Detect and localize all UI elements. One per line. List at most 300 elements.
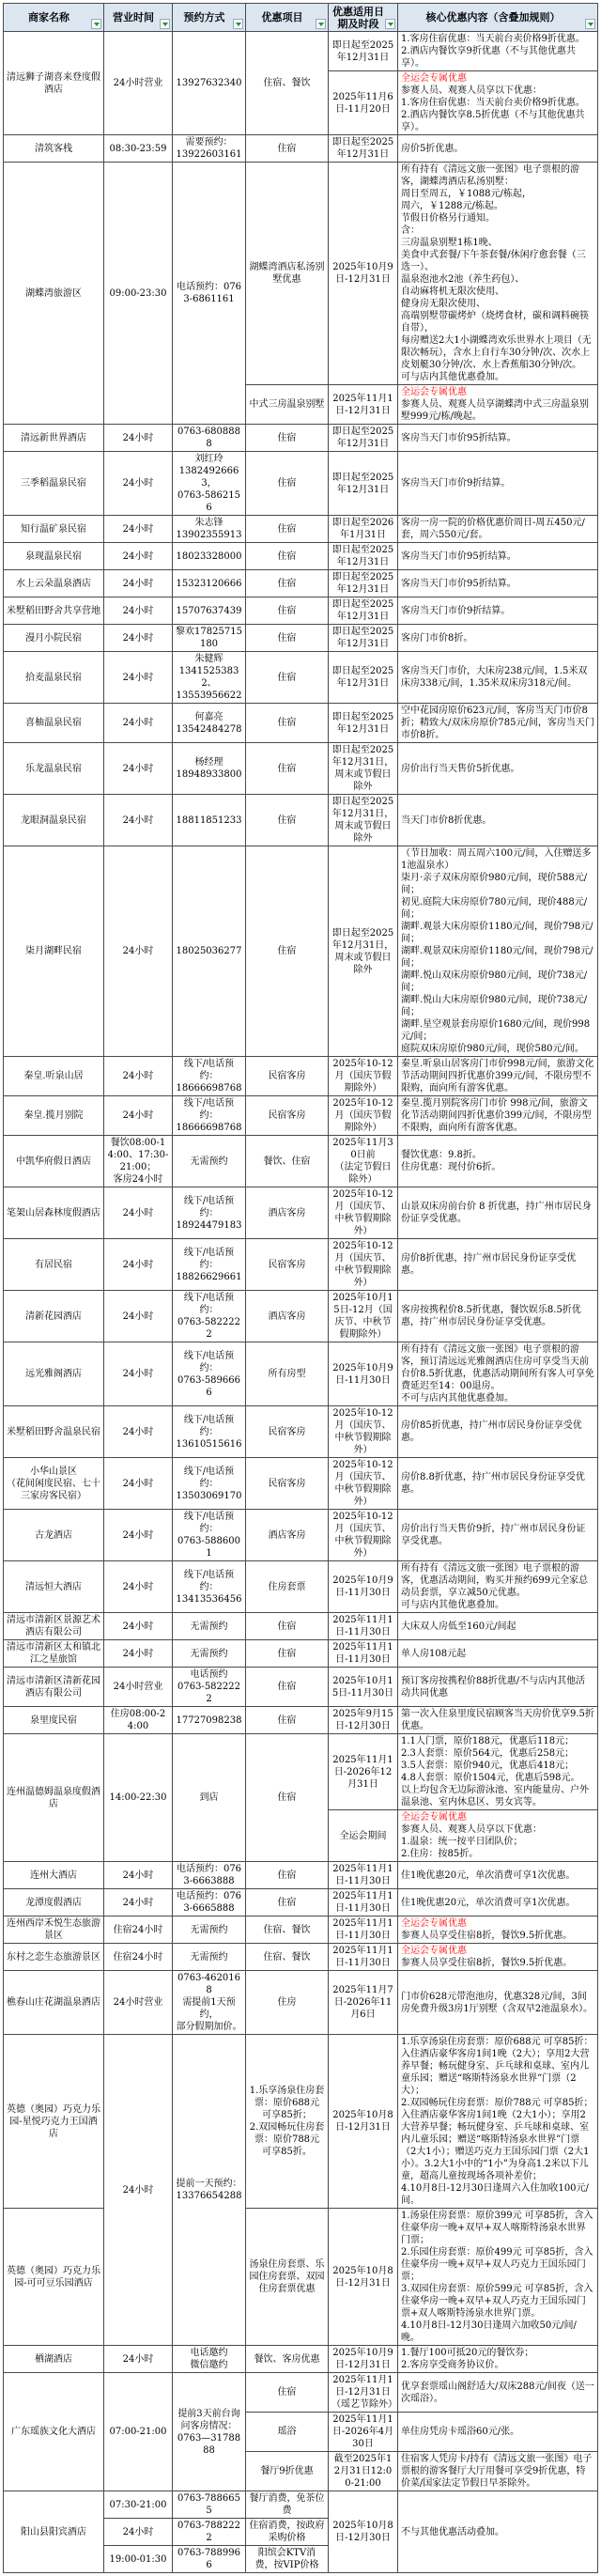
cell-line: 住宿 — [277, 605, 297, 616]
discount-content-cell — [398, 1971, 598, 2035]
cell-line: 清远市清新区太和镇北江之星旅馆 — [7, 1642, 100, 1665]
cell-line: 米墅稻田野舍共享营地 — [7, 605, 100, 616]
discount-content-cell — [398, 1613, 598, 1640]
cell-line: 1.乐享汤泉住房套票：原价688元 可享85折； — [249, 2086, 325, 2120]
business-hours-cell — [104, 1458, 173, 1510]
cell-line: 湖畔.悦山大床房原价980元/间，现价738元/间； — [401, 995, 588, 1017]
cell-line: 预订客房按携程价88折优惠/不与店内其他活动共同优惠 — [401, 1675, 586, 1699]
cell-line: 初见.庭院大床房原价780元/间，现价488元/间； — [401, 897, 588, 920]
cell-line: 餐厅消费，免茶位费 — [249, 2493, 325, 2516]
discount-item-cell — [246, 1668, 329, 1707]
cell-line: 2025年10月9日-12月31日 — [332, 262, 393, 285]
filter-dropdown-icon[interactable] — [316, 19, 326, 29]
cell-line: 2.住房：按85折。 — [401, 1849, 479, 1859]
cell-line: 客房当天门市价9折结算。 — [401, 478, 511, 489]
table-row — [4, 570, 598, 597]
table-row — [4, 1096, 598, 1136]
cell-line: 2025年9月15日-12月30日 — [332, 1709, 393, 1731]
cell-line: 0763-7889966 — [177, 2548, 240, 2570]
cell-line: 杨经理 — [194, 757, 223, 768]
cell-line: 住宿 — [277, 672, 297, 683]
cell-line: 湖畔.观景双床房原价1180元/间，现价798元/间； — [401, 946, 593, 969]
cell-line: 0763-5822222 — [177, 1682, 240, 1704]
cell-line: 客房门市价8折。 — [401, 632, 473, 644]
cell-line: 第一次入住泉里度民宿顾客当天房价优享9.5折优惠。 — [401, 1709, 594, 1731]
filter-dropdown-icon[interactable] — [160, 19, 170, 29]
cell-line: 秦皇.听泉山居 — [23, 1071, 84, 1081]
cell-line: 2025年11月6日-11月20日 — [332, 91, 393, 115]
cell-line: 15707637439 — [176, 605, 242, 616]
discount-content-cell — [398, 704, 598, 743]
cell-line: 住宿 — [277, 143, 297, 154]
booking-method-cell — [173, 1406, 246, 1458]
discount-content-cell — [398, 1136, 598, 1187]
cell-line: 住宿 — [277, 432, 297, 443]
cell-line: 14:00-22:30 — [109, 1792, 167, 1803]
column-header-discount-item — [246, 4, 329, 32]
cell-line: 2025年11月1日-11月30日 — [332, 1946, 393, 1968]
cell-line: 中凯华府假日酒店 — [16, 1156, 91, 1167]
cell-line: 即日起至2025年12月31日 — [331, 666, 394, 689]
cell-line: 07:00-21:00 — [109, 2427, 167, 2437]
cell-line: 部分假期加价。 — [176, 2022, 242, 2032]
discount-item-cell — [246, 1561, 329, 1613]
cell-line: 2025年10月9日-12月31日 — [332, 2348, 393, 2370]
cell-line: 住宿 — [277, 523, 297, 535]
table-row — [4, 795, 598, 846]
discount-period-cell — [329, 1406, 398, 1458]
cell-line: 住房套票 — [268, 1581, 306, 1592]
discount-period-cell — [329, 795, 398, 846]
cell-line: 住宿 — [277, 946, 297, 956]
discount-content-cell — [398, 543, 598, 570]
discount-content-cell — [398, 743, 598, 795]
discount-item-cell — [246, 2519, 329, 2546]
cell-line: 龙眼洞温泉民宿 — [21, 815, 86, 826]
cell-line: 0763-6808888 — [177, 427, 240, 449]
booking-method-cell — [173, 1734, 246, 1862]
discount-item-cell — [246, 1406, 329, 1458]
cell-line: 住宿 — [277, 2387, 297, 2398]
discount-content-cell — [398, 1862, 598, 1889]
cell-line: 客房当天门市价，大床房238元/间，1.5米双床房338元/间，1.35米双床房318元/间。 — [401, 666, 588, 689]
discount-content-cell — [398, 2452, 598, 2491]
cell-line: 24小时 — [122, 1259, 154, 1270]
merchant-name-cell — [4, 32, 104, 135]
cell-line: 客房一房一院的价格优惠价周日-周五450元/套，周六550元/套。 — [401, 518, 585, 540]
cell-line: 湖畔.悦山双床房原价980元/间，现价738元/间； — [401, 970, 588, 993]
merchant-name-cell — [4, 452, 104, 516]
cell-line: 所有持有《清远文旅一张图》电子票根的游客，湖蝶湾酒店私汤别墅： — [401, 164, 579, 187]
discount-content-cell — [398, 795, 598, 846]
discount-content-cell — [398, 2491, 598, 2573]
merchant-discount-table — [3, 3, 598, 2573]
discount-content-cell — [398, 846, 598, 1057]
cell-line: （花间闲度民宿、七十三家房客民宿） — [7, 1478, 100, 1501]
cell-line: 24小时 — [122, 763, 154, 774]
discount-item-cell — [246, 1944, 329, 1971]
cell-line: 24小时 — [122, 946, 154, 956]
cell-line: 18948933800 — [176, 769, 242, 780]
merchant-name-cell — [4, 1458, 104, 1510]
cell-line: 2025年11月1日-11月30日 — [332, 1642, 393, 1665]
cell-line: 秦皇.听泉山居客房门市价998元/间，旅游文化节活动期间四折优惠价399元/间，不限房型不限购，面向所有游客优惠。 — [401, 1059, 594, 1094]
merchant-name-cell — [4, 2209, 104, 2346]
merchant-name-cell — [4, 2491, 104, 2573]
cell-line: （法定节假日除外） — [334, 1162, 392, 1185]
cell-line: 知行温矿泉民宿 — [21, 523, 86, 535]
cell-line: 住房08:00-24:00 — [110, 1709, 166, 1731]
discount-period-cell — [329, 652, 398, 704]
cell-line: 18666698768 — [176, 1123, 242, 1133]
cell-line: 24小时 — [122, 1621, 154, 1632]
merchant-name-cell — [4, 1342, 104, 1406]
discount-period-cell — [329, 1057, 398, 1096]
cell-line: 龙潭度假酒店 — [25, 1897, 82, 1908]
discount-content-cell — [398, 2346, 598, 2373]
discount-content-cell — [398, 1187, 598, 1239]
cell-line: 酒店客房 — [268, 1529, 306, 1541]
cell-line: 0763-7886655 — [177, 2493, 240, 2516]
discount-period-cell — [329, 570, 398, 597]
table-row — [4, 1862, 598, 1889]
cell-line: 即日起至2025年12月31日 — [331, 472, 394, 495]
discount-item-cell — [246, 652, 329, 704]
merchant-name-cell — [4, 1640, 104, 1668]
cell-line: 住宿、餐饮 — [263, 78, 311, 88]
cell-line: 古龙酒店 — [35, 1529, 72, 1541]
cell-line: 2025年11月1日-11月30日 — [332, 1891, 393, 1914]
discount-period-cell — [329, 1810, 398, 1862]
cell-line: 酒店客房 — [268, 1207, 306, 1218]
discount-content-cell — [398, 1239, 598, 1291]
discount-item-cell — [246, 704, 329, 743]
business-hours-cell — [104, 2491, 173, 2519]
cell-line: 住1晚优惠20元，单次消费可享1次优惠。 — [401, 1870, 576, 1881]
cell-line: 泉里度民宿 — [30, 1715, 77, 1726]
booking-method-cell — [173, 1707, 246, 1734]
discount-item-cell — [246, 32, 329, 135]
discount-period-cell — [329, 1707, 398, 1734]
discount-item-cell — [246, 2452, 329, 2491]
booking-method-cell — [173, 1136, 246, 1187]
table-row — [4, 1916, 598, 1944]
discount-period-cell — [329, 625, 398, 652]
cell-line: 住宿、餐饮 — [263, 1951, 311, 1963]
column-header-booking-method — [173, 4, 246, 32]
cell-line: 水上云朵温泉酒店 — [16, 578, 91, 589]
cell-line: 每房赠送2大1小湖蝶湾欢乐世界水上项目（无限次畅玩），含水上自行车30分钟/次、次水上皮划艇30分钟/次、水上香蕉船30分钟/次。 — [401, 335, 592, 370]
cell-line: 客房按携程价8.5折优惠，餐饮娱乐8.5折优惠，持广州市居民身份证享受优惠。 — [401, 1305, 581, 1327]
cell-line: 无需预约 — [190, 1924, 228, 1935]
discount-content-cell — [398, 625, 598, 652]
cell-line: 2025年10月9日-11月30日 — [332, 1362, 393, 1386]
cell-line: 中式三房温泉别墅 — [249, 399, 325, 410]
discount-content-cell — [398, 385, 598, 425]
cell-line: 24小时 — [122, 432, 154, 443]
table-row — [4, 1510, 598, 1561]
business-hours-cell — [104, 135, 173, 163]
cell-line: 2.双园畅玩住房套票：原价788元 可享85折； — [401, 2098, 593, 2108]
filter-dropdown-icon[interactable] — [91, 19, 101, 29]
discount-item-cell — [246, 625, 329, 652]
cell-line: 2025年10-12月（国庆节、中秋节假期除外） — [332, 1241, 393, 1288]
business-hours-cell — [104, 32, 173, 135]
discount-content-cell — [398, 1406, 598, 1458]
cell-line: 东村之恋生态旅游景区 — [7, 1951, 100, 1963]
merchant-name-cell — [4, 1613, 104, 1640]
discount-item-cell — [246, 597, 329, 625]
cell-line: 阳山县阳宾酒店 — [21, 2526, 86, 2537]
cell-line: 2025年10月15日-11月30日 — [331, 1675, 394, 1699]
cell-line: 住宿消费，按政府采购价格 — [249, 2521, 325, 2543]
booking-method-cell — [173, 2519, 246, 2546]
discount-content-cell — [398, 1668, 598, 1707]
cell-line: 入住酒店豪华客房1间1晚（2大1小）；享用2大营养早餐；畅玩健身室、乒乓球和桌球、室内儿童乐园；赠送“喀斯特汤泉水世界”门票（2大1小）；赠送巧克力王国乐园门票（2大1小）。3.2大1小中的“1小”为身高1.2米以下儿童，超高儿童按现场各项补差价； — [401, 2110, 590, 2181]
table-row — [4, 2491, 598, 2519]
cell-line: 24小时 — [122, 1311, 154, 1322]
discount-period-cell — [329, 743, 398, 795]
booking-method-cell — [173, 135, 246, 163]
merchant-name-cell — [4, 516, 104, 543]
cell-line: 1.1人门票，原价188元，优惠后118元； — [401, 1736, 575, 1746]
table-row — [4, 2035, 598, 2209]
cell-line: 2.客房享受商务协议价。 — [401, 2360, 504, 2370]
cell-line: 13553956622 — [176, 691, 242, 701]
discount-period-cell — [329, 1458, 398, 1510]
cell-line: 线下/电话预约： — [183, 1569, 235, 1592]
cell-line: 24小时 — [122, 815, 154, 826]
business-hours-cell — [104, 2519, 173, 2546]
discount-item-cell — [246, 1889, 329, 1916]
merchant-name-cell — [4, 1889, 104, 1916]
discount-content-cell — [398, 1889, 598, 1916]
cell-line: 湖蝶湾旅游区 — [25, 287, 82, 299]
cell-line: 即日起至2025年12月31日 — [331, 627, 394, 649]
discount-content-cell — [398, 570, 598, 597]
discount-content-cell — [398, 71, 598, 135]
table-row — [4, 1187, 598, 1239]
filter-dropdown-icon[interactable] — [385, 19, 395, 29]
filter-dropdown-icon[interactable] — [233, 19, 243, 29]
table-row — [4, 1889, 598, 1916]
discount-content-cell — [398, 32, 598, 71]
cell-line: 无需预约 — [190, 1621, 228, 1632]
cell-line: 连州西岸禾悦生态旅游景区 — [7, 1918, 100, 1941]
business-hours-cell — [104, 516, 173, 543]
cell-line: 湖畔.星空观景套房原价1680元/间，现价998元/间； — [401, 1019, 591, 1042]
business-hours-cell — [104, 425, 173, 452]
discount-period-cell — [329, 1561, 398, 1613]
discount-item-cell — [246, 1971, 329, 2035]
discount-period-cell — [329, 1944, 398, 1971]
table-row — [4, 846, 598, 1057]
cell-line: 24小时 — [122, 718, 154, 728]
discount-content-cell — [398, 1291, 598, 1342]
cell-line: 13413536456 — [176, 1593, 242, 1605]
cell-line: 13376654288 — [176, 2191, 242, 2201]
cell-line: 0763—3178888 — [177, 2432, 241, 2456]
cell-line: 15323120666 — [176, 578, 242, 589]
cell-line: 08:30-23:59 — [109, 143, 167, 154]
cell-line: 单住房凭房卡瑶浴60元/张。 — [401, 2427, 520, 2437]
discount-content-cell — [398, 1510, 598, 1561]
cell-line: 含： — [401, 225, 420, 236]
cell-line: 09:00-23:30 — [109, 287, 167, 299]
discount-content-cell — [398, 1916, 598, 1944]
cell-line: 07:30-21:00 — [109, 2499, 167, 2510]
cell-line: 0763-7882222 — [177, 2521, 240, 2543]
discount-content-cell — [398, 1057, 598, 1096]
cell-line: 柒月湖畔民宿 — [25, 946, 82, 956]
cell-line: 24小时 — [122, 1478, 154, 1489]
cell-line: 秦皇.揽月别院客房门市价 998元/间，旅游文化节活动期间四折优惠价399元/间，不限房型不限购，面向所有游客优惠。 — [401, 1098, 592, 1133]
cell-line: 0763-4620168 — [177, 1973, 240, 1995]
table-row — [4, 1707, 598, 1734]
merchant-name-cell — [4, 846, 104, 1057]
merchant-name-cell — [4, 1096, 104, 1136]
merchant-name-cell — [4, 163, 104, 425]
discount-period-cell — [329, 1342, 398, 1406]
cell-line: 朱志锋 — [194, 518, 223, 528]
discount-item-cell — [246, 163, 329, 385]
cell-line: 微信邀约 — [190, 2360, 228, 2370]
business-hours-cell — [104, 1944, 173, 1971]
merchant-name-cell — [4, 2035, 104, 2209]
cell-line: 英德（奥园）巧克力乐园-可可豆乐园酒店 — [7, 2265, 100, 2289]
cell-line: 湖蝶湾酒店私汤别墅优惠 — [249, 262, 325, 285]
cell-line: 汤泉住房套票、乐园住房套票、双园住房套票优惠 — [249, 2259, 325, 2294]
discount-period-cell — [329, 1734, 398, 1810]
business-hours-cell — [104, 2546, 173, 2573]
discount-item-cell — [246, 743, 329, 795]
cell-line: 住1晚优惠20元，单次消费可享1次优惠。 — [401, 1897, 576, 1908]
discount-item-cell — [246, 135, 329, 163]
cell-line: 1.乐享汤泉住房套票：原价688元 可享85折：入住酒店豪华客房1间1晚（2大）；享用2大营养早餐；畅玩健身室、乒乓球和桌球、室内儿童乐园；赠送“喀斯特汤泉水世界”门票（2大）； — [401, 2037, 593, 2096]
table-row — [4, 1668, 598, 1707]
cell-line: 电话预约 — [190, 1669, 228, 1680]
cell-line: 民宿客房 — [268, 1110, 306, 1121]
cell-line: 住宿 — [277, 578, 297, 589]
cell-line: 2025年10月9日-11月30日 — [332, 1575, 393, 1598]
exclusive-offer-red-label: 全运会专属优惠 — [401, 1812, 467, 1823]
cell-line: 所有持有《清远文旅一张图》电子票根的游客，优惠活动期间，购买并预约699元全家总动员套票，享立减50元优惠。 — [401, 1563, 589, 1598]
discount-content-cell — [398, 1096, 598, 1136]
cell-line: 笔架山居森林度假酒店 — [7, 1207, 100, 1218]
business-hours-cell — [104, 1613, 173, 1640]
discount-content-cell — [398, 1944, 598, 1971]
discount-content-cell — [398, 1458, 598, 1510]
booking-method-cell — [173, 1971, 246, 2035]
cell-line: 优享套票瑶山阁舒适大/双床288元/间夜（送一次瑶浴）。 — [401, 2381, 594, 2404]
table-row — [4, 1057, 598, 1096]
cell-line: 线下/电话预约： — [183, 1098, 235, 1121]
cell-line: 13610515616 — [176, 1438, 242, 1450]
cell-line: 17727098238 — [176, 1715, 242, 1726]
cell-line: 4.10月8日-12月30日逢周六入住加收100元/间。 — [401, 2183, 589, 2206]
cell-line: 房价5折优惠。 — [401, 143, 464, 154]
discount-item-cell — [246, 1916, 329, 1944]
cell-line: 1.温泉：统一按平日团队价； — [401, 1837, 523, 1847]
column-header-label: 优惠适用日期及时段 — [332, 5, 384, 30]
column-header-label: 核心优惠内容（含叠加规则） — [425, 11, 561, 23]
cell-line: 即日起至2025年12月31日，周末或节假日除外 — [331, 797, 394, 844]
booking-method-cell — [173, 1668, 246, 1707]
cell-line: 即日起至2025年12月31日 — [331, 427, 394, 449]
cell-line: 住宿 — [277, 1792, 297, 1803]
filter-dropdown-icon[interactable] — [585, 19, 595, 29]
merchant-name-cell — [4, 135, 104, 163]
cell-line: 2025年11月7日-2026年11月6日 — [332, 1985, 393, 2020]
chevron-down-icon — [388, 23, 393, 26]
cell-line: 可与店内其他优惠叠加。 — [401, 372, 504, 382]
cell-line: 24小时 — [122, 578, 154, 589]
cell-line: 泉现温泉民宿 — [25, 551, 82, 562]
cell-line: 即日起至2025年12月31日 — [331, 545, 394, 567]
business-hours-cell — [104, 1862, 173, 1889]
discount-item-cell — [246, 570, 329, 597]
cell-line: 24小时 — [122, 2184, 154, 2196]
cell-line: 2.酒店内餐饮享8.5折优惠（不与其他优惠共享）。 — [401, 110, 585, 132]
cell-line: 高端别墅带碳烤炉（烧烤食材，碳和调料碗筷自带）， — [401, 311, 589, 334]
cell-line: 住宿 — [277, 1870, 297, 1881]
cell-line: 三房温泉别墅1栋1晚、 — [401, 238, 498, 248]
cell-line: 英德（奥园）巧克力乐园-星悦巧克力王国酒店 — [7, 2103, 100, 2139]
discount-item-cell — [246, 2209, 329, 2346]
table-row — [4, 2209, 598, 2346]
discount-period-cell — [329, 1889, 398, 1916]
cell-line: 可与店内其他优惠叠加。 — [401, 1600, 504, 1610]
cell-line: 13927632340 — [176, 78, 242, 88]
cell-line: 13922603161 — [176, 149, 242, 160]
cell-line: 即日起至2025年12月31日 — [331, 572, 394, 595]
discount-content-cell — [398, 516, 598, 543]
cell-line: 24小时 — [122, 1110, 154, 1121]
merchant-name-cell — [4, 1668, 104, 1707]
business-hours-cell — [104, 2346, 173, 2373]
cell-line: 何嘉亮 — [194, 711, 223, 722]
exclusive-offer-red-label: 全运会专属优惠 — [401, 73, 467, 84]
discount-period-cell — [329, 385, 398, 425]
cell-line: 2025年11月1日-11月30日 — [332, 1615, 393, 1637]
discount-period-cell — [329, 1187, 398, 1239]
discount-item-cell — [246, 1640, 329, 1668]
booking-method-cell — [173, 2346, 246, 2373]
cell-line: 线下/电话预约： — [183, 1247, 235, 1270]
discount-period-cell — [329, 135, 398, 163]
cell-line: 节假日价格另行通知。 — [401, 213, 495, 224]
business-hours-cell — [104, 570, 173, 597]
cell-line: 4.10月8日-12月30日逢周六加收50元/间/晚。 — [401, 2320, 577, 2343]
merchant-name-cell — [4, 1916, 104, 1944]
cell-line: 民宿客房 — [268, 1259, 306, 1270]
business-hours-cell — [104, 597, 173, 625]
merchant-name-cell — [4, 1510, 104, 1561]
cell-line: 房价出行当天售价9折，持广州市居民身份证享受优惠。 — [401, 1524, 586, 1546]
cell-line: 24小时 — [122, 1369, 154, 1379]
cell-line: 24小时 — [122, 605, 154, 616]
cell-line: 单人房108元起 — [401, 1648, 467, 1659]
table-row — [4, 743, 598, 795]
table-row — [4, 1640, 598, 1668]
discount-period-cell — [329, 1510, 398, 1561]
cell-line: 秦皇.揽月别院 — [23, 1110, 84, 1121]
discount-item-cell — [246, 452, 329, 516]
cell-line: 所有房型 — [268, 1369, 306, 1379]
merchant-name-cell — [4, 1136, 104, 1187]
discount-item-cell — [246, 425, 329, 452]
column-header-discount-period — [329, 4, 398, 32]
